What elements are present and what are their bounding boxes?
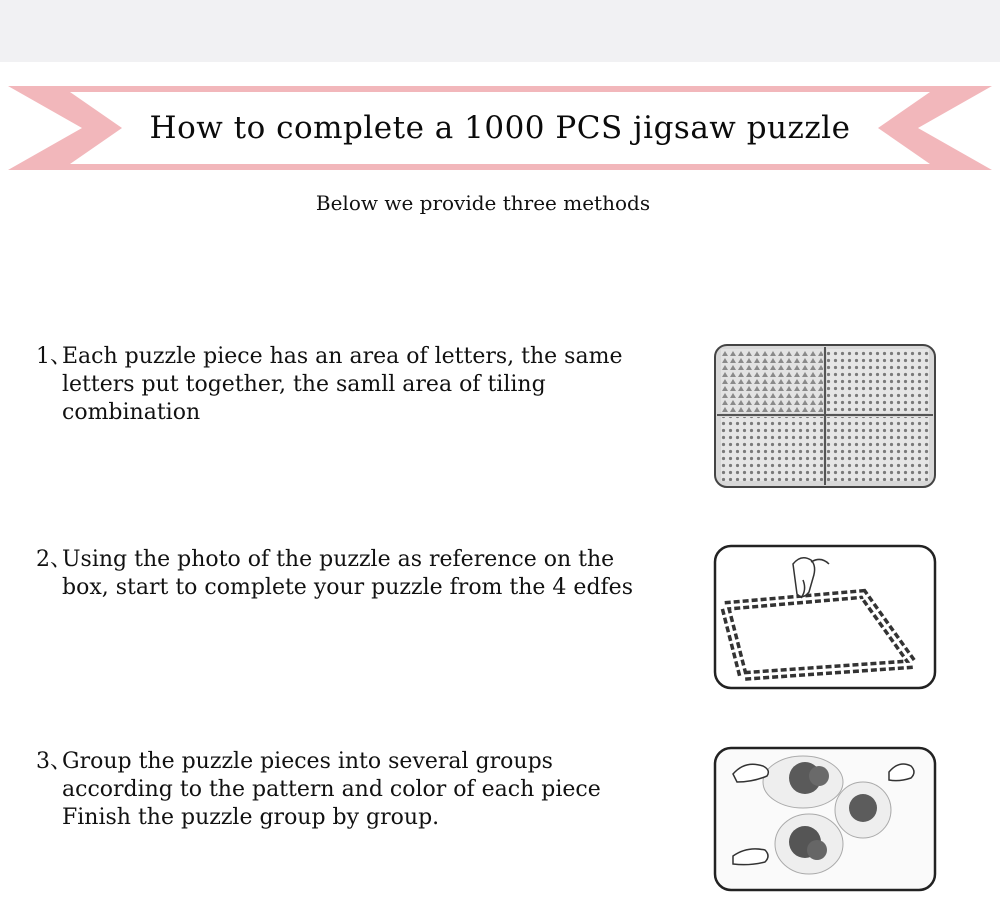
step-1-number: 1、 — [36, 344, 72, 369]
letter-grid-puzzle-illustration — [713, 343, 937, 489]
step-3-number: 3、 — [36, 749, 72, 774]
step-3 — [36, 748, 601, 832]
banner-title: How to complete a 1000 PCS jigsaw puzzle — [149, 110, 851, 146]
step-2 — [36, 546, 633, 630]
step-3-text: Group the puzzle pieces into several groups according to the pattern and color of each piece Finish the puzzle group by group. — [62, 749, 601, 830]
step-1 — [36, 343, 623, 427]
grouped-pieces-illustration — [713, 746, 937, 892]
step-1-text: Each puzzle piece has an area of letters, the same letters put together, the samll area of tiling combination — [62, 344, 623, 425]
step-2-text: Using the photo of the puzzle as reference on the box, start to complete your puzzle from the 4 edfes — [62, 547, 633, 600]
subtitle: Below we provide three methods — [315, 191, 651, 215]
top-strip — [0, 0, 1000, 62]
step-2-number: 2、 — [36, 547, 72, 572]
edge-frame-puzzle-illustration — [713, 544, 937, 690]
